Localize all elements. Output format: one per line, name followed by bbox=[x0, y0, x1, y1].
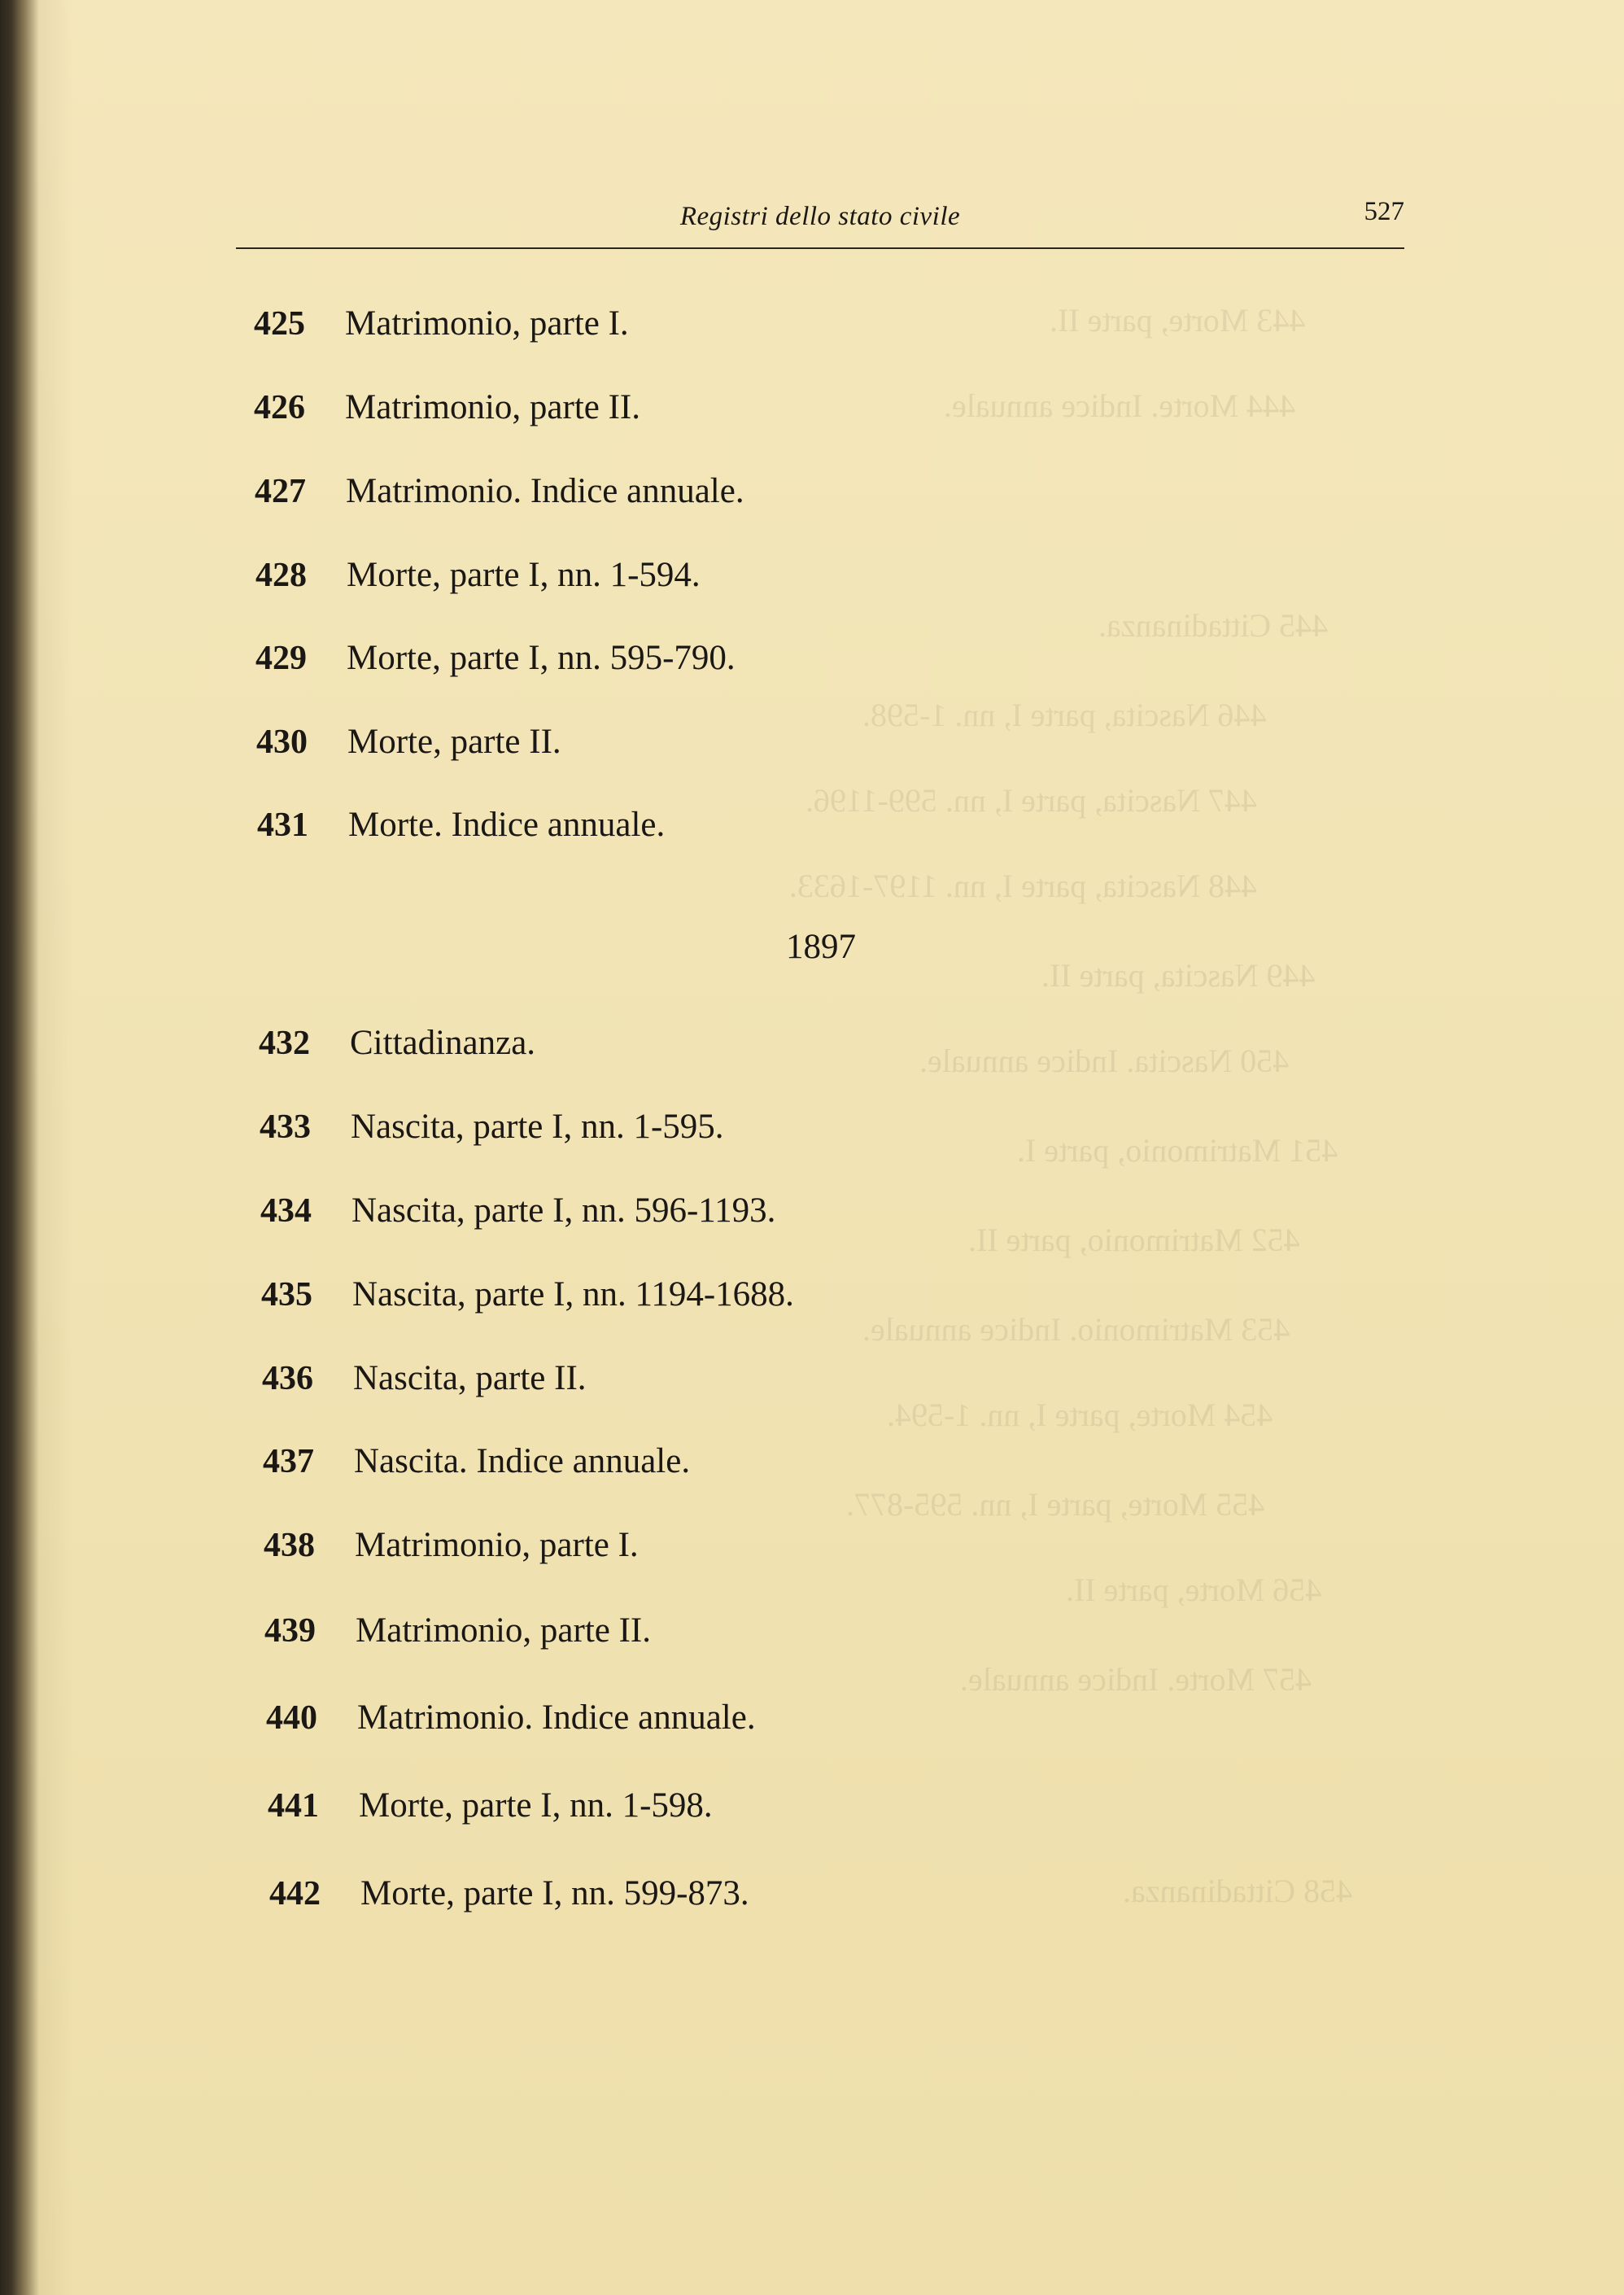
entry-number: 428 bbox=[255, 557, 307, 594]
entry-number: 441 bbox=[268, 1787, 319, 1825]
entry-number: 442 bbox=[269, 1875, 321, 1912]
entry-number: 433 bbox=[260, 1108, 311, 1146]
entry-text: Nascita, parte II. bbox=[353, 1359, 587, 1397]
entry-number: 435 bbox=[261, 1276, 312, 1314]
entry-text: Nascita, parte I, nn. 1-595. bbox=[351, 1108, 724, 1146]
entry-text: Morte. Indice annuale. bbox=[348, 806, 666, 844]
show-through-text: 449 Nascita, parte II. bbox=[1041, 957, 1316, 994]
entry-number: 432 bbox=[259, 1025, 310, 1062]
show-through-text: 451 Matrimonio, parte I. bbox=[1017, 1132, 1338, 1169]
entry-text: Cittadinanza. bbox=[350, 1024, 536, 1062]
show-through-text: 447 Nascita, parte I, nn. 599-1196. bbox=[805, 782, 1258, 819]
show-through-text: 446 Nascita, parte I, nn. 1-598. bbox=[862, 697, 1267, 733]
entry-text: Matrimonio, parte II. bbox=[356, 1611, 652, 1650]
entry-text: Morte, parte I, nn. 595-790. bbox=[347, 639, 736, 677]
entry-number: 436 bbox=[262, 1360, 313, 1397]
entry-text: Morte, parte I, nn. 1-594. bbox=[347, 556, 701, 594]
show-through-text: 454 Morte, parte I, nn. 1-594. bbox=[887, 1397, 1273, 1433]
entry-number: 427 bbox=[255, 473, 306, 510]
entry-text: Matrimonio. Indice annuale. bbox=[346, 472, 744, 510]
entry-text: Nascita, parte I, nn. 596-1193. bbox=[351, 1191, 776, 1230]
show-through-text: 452 Matrimonio, parte II. bbox=[968, 1222, 1300, 1258]
show-through-text: 456 Morte, parte II. bbox=[1066, 1572, 1322, 1608]
entry-number: 426 bbox=[254, 389, 305, 426]
show-through-text: 443 Morte, parte II. bbox=[1050, 302, 1306, 339]
entry-number: 434 bbox=[260, 1192, 312, 1230]
entry-text: Nascita. Indice annuale. bbox=[354, 1442, 691, 1480]
entry-text: Matrimonio, parte I. bbox=[355, 1526, 639, 1564]
show-through-text: 445 Cittadinanza. bbox=[1098, 607, 1329, 644]
entry-text: Matrimonio. Indice annuale. bbox=[357, 1698, 756, 1737]
show-through-text: 453 Matrimonio. Indice annuale. bbox=[862, 1311, 1290, 1348]
entry-text: Morte, parte I, nn. 599-873. bbox=[360, 1874, 749, 1912]
entry-text: Morte, parte II. bbox=[347, 723, 561, 761]
entry-text: Matrimonio, parte II. bbox=[345, 388, 641, 426]
entry-number: 431 bbox=[257, 807, 308, 844]
entry-text: Morte, parte I, nn. 1-598. bbox=[359, 1786, 713, 1825]
entry-number: 439 bbox=[264, 1612, 316, 1650]
show-through-text: 448 Nascita, parte I, nn. 1197-1633. bbox=[789, 868, 1258, 904]
entry-text: Matrimonio, parte I. bbox=[345, 304, 629, 343]
entry-number: 437 bbox=[263, 1443, 314, 1480]
entry-text: Nascita, parte I, nn. 1194-1688. bbox=[352, 1275, 794, 1314]
year-heading: 1897 bbox=[786, 928, 856, 966]
entry-number: 440 bbox=[266, 1699, 317, 1737]
entry-number: 438 bbox=[264, 1527, 315, 1564]
show-through-text: 457 Morte. Indice annuale. bbox=[960, 1661, 1312, 1698]
entry-number: 425 bbox=[254, 305, 305, 343]
show-through-text: 455 Morte, parte I, nn. 595-877. bbox=[846, 1486, 1265, 1523]
show-through-text: 450 Nascita. Indice annuale. bbox=[919, 1043, 1290, 1079]
running-title: Registri dello stato civile bbox=[679, 202, 961, 231]
show-through-text: 458 Cittadinanza. bbox=[1123, 1873, 1353, 1909]
page-number: 527 bbox=[1364, 197, 1404, 226]
entry-number: 429 bbox=[255, 640, 307, 677]
show-through-text: 444 Morte. Indice annuale. bbox=[944, 387, 1296, 424]
entry-number: 430 bbox=[256, 723, 308, 761]
